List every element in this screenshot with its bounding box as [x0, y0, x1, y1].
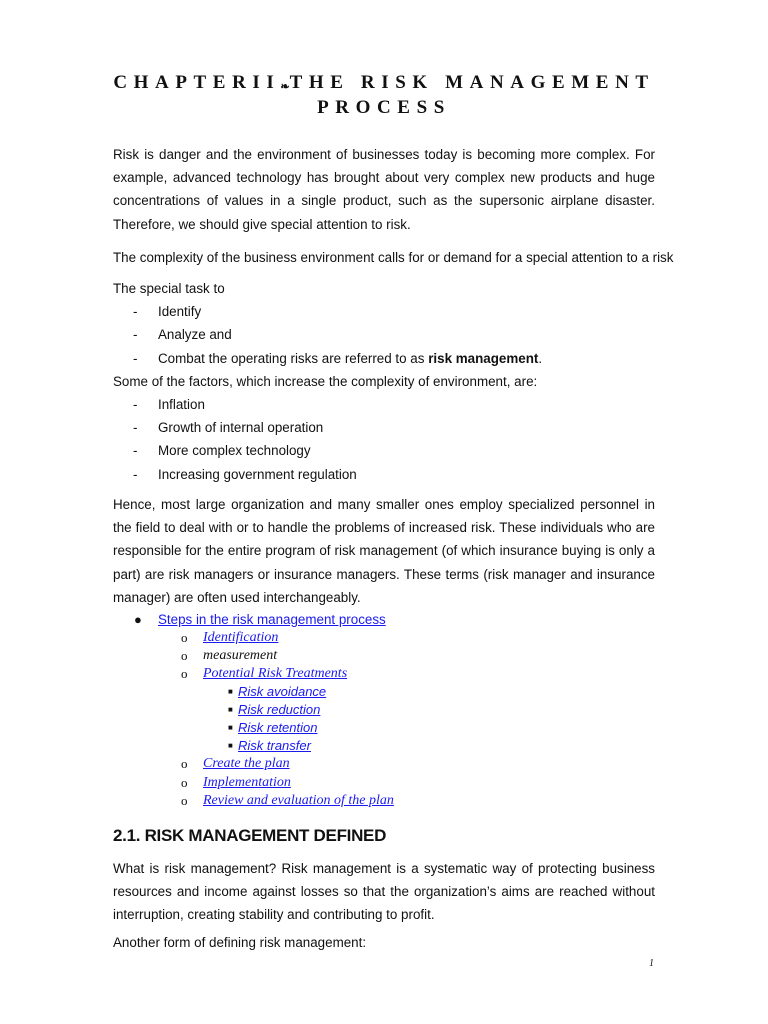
- chapter-title-line1: [90, 72, 678, 94]
- square-bullet-icon: ■: [228, 723, 233, 732]
- toc-link-risk-reduction[interactable]: Risk reduction: [238, 702, 321, 717]
- complexity-paragraph: The complexity of the business environment calls for or demand for a special attention to a risk: [113, 250, 674, 265]
- chapter-label: CHAPTERII: [113, 72, 281, 93]
- toc-link-implementation[interactable]: Implementation: [203, 775, 291, 790]
- square-bullet-icon: ■: [228, 705, 233, 714]
- square-bullet-icon: ■: [228, 741, 233, 750]
- circle-bullet-icon: o: [181, 793, 188, 808]
- intro-paragraph: Risk is danger and the environment of businesses today is becoming more complex. For example, advanced technology has brought about very complex new products and huge concentrations of values in a single product, such as the supersonic airplane disaster. Therefore, we should give special attention to risk.: [113, 147, 655, 232]
- toc-link-risk-transfer[interactable]: Risk transfer: [238, 738, 311, 753]
- toc-link-create-plan[interactable]: Create the plan: [203, 756, 290, 771]
- toc-link-risk-avoidance[interactable]: Risk avoidance: [238, 684, 327, 699]
- risk-management-term: risk management: [428, 351, 539, 366]
- list-item: [158, 350, 542, 368]
- dash-marker: -: [133, 443, 138, 458]
- page-number: 1: [649, 958, 654, 969]
- section-heading: 2.1. RISK MANAGEMENT DEFINED: [113, 826, 387, 845]
- toc-link-review[interactable]: Review and evaluation of the plan: [203, 793, 394, 808]
- list-item-suffix: .: [538, 351, 543, 366]
- another-definition-intro: Another form of defining risk management:: [113, 935, 367, 950]
- circle-bullet-icon: o: [181, 775, 188, 790]
- list-item: Inflation: [158, 397, 205, 412]
- factors-intro: Some of the factors, which increase the complexity of environment, are:: [113, 374, 538, 389]
- definition-paragraph: What is risk management? Risk management is a systematic way of protecting business resources and income against losses so that the organization’s aims are reached without interruption, creating stability and contributing to profit.: [113, 861, 655, 923]
- dash-marker: -: [133, 420, 138, 435]
- dash-marker: -: [133, 467, 138, 482]
- dash-marker: -: [133, 397, 138, 412]
- dash-marker: -: [133, 327, 138, 342]
- chapter-title-main: THE RISK MANAGEMENT: [289, 72, 655, 93]
- toc-item-measurement: measurement: [203, 648, 278, 663]
- toc-link-identification[interactable]: Identification: [203, 630, 279, 645]
- fleuron-icon: ❧: [280, 81, 290, 93]
- list-item: Increasing government regulation: [158, 467, 357, 482]
- circle-bullet-icon: o: [181, 756, 188, 771]
- personnel-paragraph: Hence, most large organization and many smaller ones employ specialized personnel in the field to deal with or to handle the problems of increased risk. These individuals who are responsible for the entire program of risk management (of which insurance buying is only a part) are risk managers or insurance managers. These terms (risk manager and insurance manager) are often used interchangeably.: [113, 497, 655, 605]
- toc-link-treatments[interactable]: Potential Risk Treatments: [203, 666, 348, 681]
- circle-bullet-icon: o: [181, 648, 188, 663]
- list-item: Analyze and: [158, 327, 232, 342]
- dash-marker: -: [133, 351, 138, 366]
- list-item: Identify: [158, 304, 202, 319]
- list-item-text: Combat the operating risks are referred to as: [158, 351, 429, 366]
- dash-marker: -: [133, 304, 138, 319]
- list-item: Growth of internal operation: [158, 420, 324, 435]
- special-task-intro: The special task to: [113, 281, 225, 296]
- toc-link-risk-retention[interactable]: Risk retention: [238, 720, 318, 735]
- circle-bullet-icon: o: [181, 630, 188, 645]
- circle-bullet-icon: o: [181, 666, 188, 681]
- square-bullet-icon: ■: [228, 687, 233, 696]
- chapter-title-line2: PROCESS: [317, 97, 451, 118]
- bullet-icon: ●: [134, 612, 142, 627]
- list-item: More complex technology: [158, 443, 311, 458]
- toc-link-steps[interactable]: Steps in the risk management process: [158, 612, 386, 627]
